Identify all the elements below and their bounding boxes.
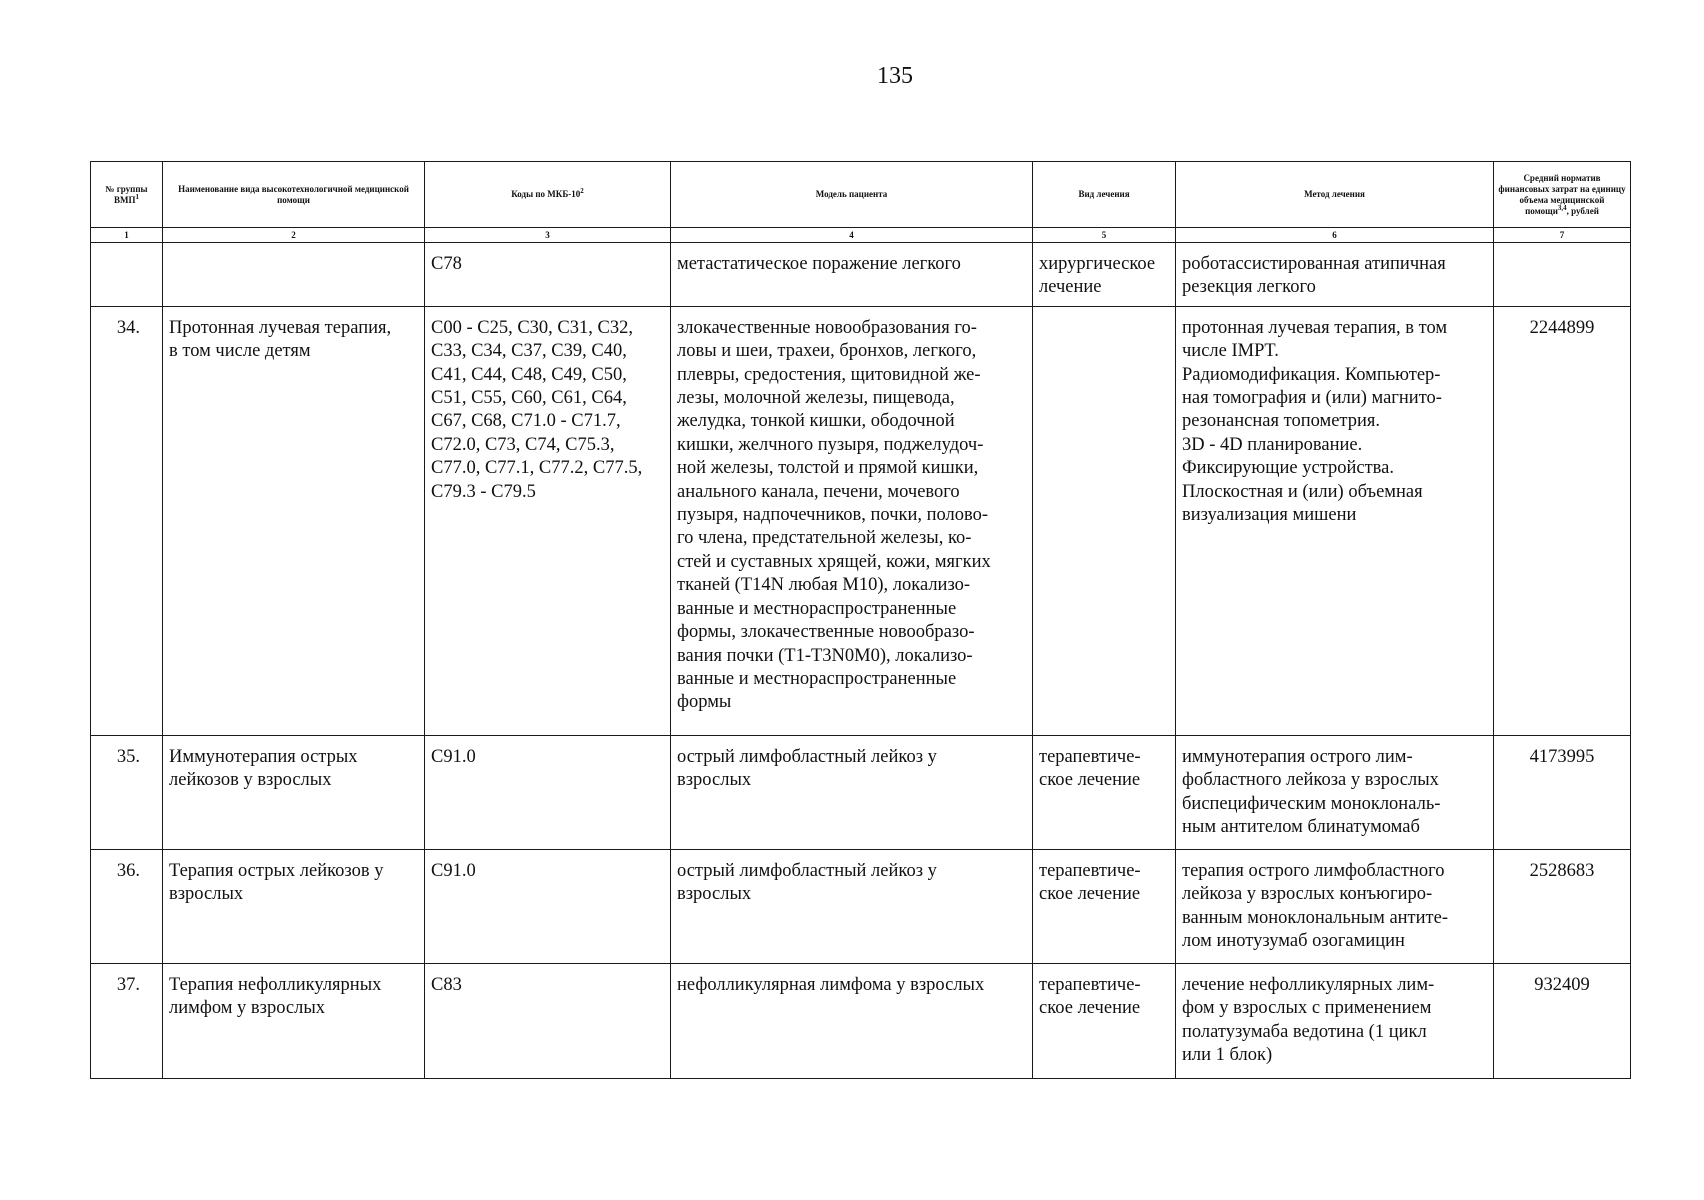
care-type-name: Терапия острых лейкозов у взрослых xyxy=(163,849,425,963)
patient-model: острый лимфобластный лейкоз у взрослых xyxy=(671,735,1033,849)
treatment-method: терапия острого лимфобластного лейкоза у взрослых конъюгиро- ванным моноклональным антите- лом инотузумаб озогамицин xyxy=(1176,849,1494,963)
column-number: 5 xyxy=(1033,228,1176,243)
patient-model: злокачественные новообразования го- ловы и шеи, трахеи, бронхов, легкого, плевры, средостения, щитовидной же- лезы, молочной железы, пищевода, желудка, тонкой кишки, ободочной кишки, желчного пузыря, поджелудоч- ной железы, толстой и прямой кишки, анального канала, печени, мочевого пузыря, надпочечников, почки, полово- го члена, предстательной железы, ко- стей и суставных хрящей, кожи, мягких тканей (T14N любая M10), локализо- ванные и местнораспространенные формы, злокачественные новообразо- вания почки (T1-T3N0M0), локализо- ванные и местнораспространенные формы xyxy=(671,306,1033,735)
header-treatment-method: Метод лечения xyxy=(1176,162,1494,228)
treatment-type: терапевтиче- ское лечение xyxy=(1033,735,1176,849)
column-number: 1 xyxy=(91,228,163,243)
group-number: 36. xyxy=(91,849,163,963)
group-number xyxy=(91,243,163,307)
column-number: 3 xyxy=(425,228,671,243)
header-treatment-type: Вид лечения xyxy=(1033,162,1176,228)
column-number: 6 xyxy=(1176,228,1494,243)
care-type-name: Протонная лучевая терапия, в том числе детям xyxy=(163,306,425,735)
treatment-method: роботассистированная атипичная резекция легкого xyxy=(1176,243,1494,307)
group-number: 34. xyxy=(91,306,163,735)
table-header-row xyxy=(91,162,1631,228)
icd-codes: C91.0 xyxy=(425,735,671,849)
treatment-type: терапевтиче- ское лечение xyxy=(1033,963,1176,1078)
icd-codes: C91.0 xyxy=(425,849,671,963)
average-cost: 2244899 xyxy=(1494,306,1631,735)
treatment-type: терапевтиче- ское лечение xyxy=(1033,849,1176,963)
table-row xyxy=(91,963,1631,1078)
header-group-no: № группы ВМП$^1$ xyxy=(91,162,163,228)
column-number: 4 xyxy=(671,228,1033,243)
header-icd-codes: Коды по МКБ-$10^2$ xyxy=(425,162,671,228)
table-row xyxy=(91,306,1631,735)
column-number-row xyxy=(91,228,1631,243)
care-type-name xyxy=(163,243,425,307)
patient-model: нефолликулярная лимфома у взрослых xyxy=(671,963,1033,1078)
icd-codes: C00 - C25, C30, C31, C32, C33, C34, C37, C39, C40, C41, C44, C48, C49, C50, C51, C55, C60, C61, C64, C67, C68, C71.0 - C71.7, C72.0, C73, C74, C75.3, C77.0, C77.1, C77.2, C77.5, C79.3 - C79.5 xyxy=(425,306,671,735)
vmp-table xyxy=(90,161,1631,1079)
column-number: 2 xyxy=(163,228,425,243)
patient-model: острый лимфобластный лейкоз у взрослых xyxy=(671,849,1033,963)
care-type-name: Терапия нефолликулярных лимфом у взрослых xyxy=(163,963,425,1078)
average-cost xyxy=(1494,243,1631,307)
average-cost: 2528683 xyxy=(1494,849,1631,963)
treatment-method: иммунотерапия острого лим- фобластного лейкоза у взрослых биспецифическим моноклональ- ным антителом блинатумомаб xyxy=(1176,735,1494,849)
treatment-type xyxy=(1033,306,1176,735)
header-average-cost: Средний норматив финансовых затрат на единицу объема медицинской помощи$^{3,4}$, рублей xyxy=(1494,162,1631,228)
page-number: 135 xyxy=(877,63,913,89)
header-patient-model: Модель пациента xyxy=(671,162,1033,228)
icd-codes: C78 xyxy=(425,243,671,307)
average-cost: 4173995 xyxy=(1494,735,1631,849)
treatment-method: протонная лучевая терапия, в том числе IMPT. Радиомодификация. Компьютер- ная томография и (или) магнито- резонансная топометрия. 3D - 4D планирование. Фиксирующие устройства. Плоскостная и (или) объемная визуализация мишени xyxy=(1176,306,1494,735)
average-cost: 932409 xyxy=(1494,963,1631,1078)
header-care-type: Наименование вида высокотехнологичной медицинской помощи xyxy=(163,162,425,228)
patient-model: метастатическое поражение легкого xyxy=(671,243,1033,307)
column-number: 7 xyxy=(1494,228,1631,243)
table-row xyxy=(91,243,1631,307)
treatment-method: лечение нефолликулярных лим- фом у взрослых с применением полатузумаба ведотина (1 цикл или 1 блок) xyxy=(1176,963,1494,1078)
icd-codes: C83 xyxy=(425,963,671,1078)
care-type-name: Иммунотерапия острых лейкозов у взрослых xyxy=(163,735,425,849)
table-row xyxy=(91,849,1631,963)
group-number: 35. xyxy=(91,735,163,849)
table-row xyxy=(91,735,1631,849)
treatment-type: хирургическое лечение xyxy=(1033,243,1176,307)
group-number: 37. xyxy=(91,963,163,1078)
